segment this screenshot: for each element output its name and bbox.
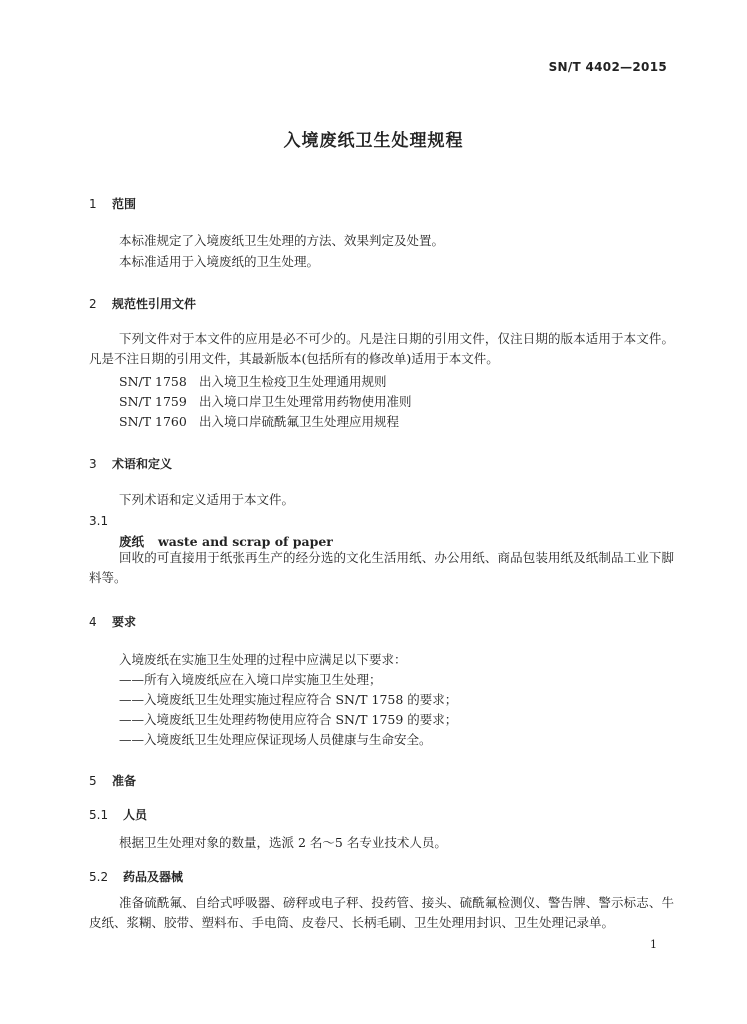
section-number: 1 <box>89 197 97 211</box>
references-paragraph: 下列文件对于本文件的应用是必不可少的。凡是注日期的引用文件，仅注日期的版本适用于本文件。凡是不注日期的引用文件，其最新版本(包括所有的修改单)适用于本文件。 <box>89 331 674 366</box>
section-number: 3 <box>89 457 97 471</box>
requirements-intro: 入境废纸在实施卫生处理的过程中应满足以下要求： <box>119 652 407 667</box>
section-title: 人员 <box>123 808 148 822</box>
section-title: 范围 <box>112 197 137 211</box>
section-5-1-heading <box>89 806 147 823</box>
scope-line-1: 本标准规定了入境废纸卫生处理的方法、效果判定及处置。 <box>119 233 445 248</box>
section-5-heading <box>89 772 136 789</box>
page-number: 1 <box>650 938 657 951</box>
section-title: 术语和定义 <box>112 457 173 471</box>
section-title: 规范性引用文件 <box>112 297 197 311</box>
term-definition: 回收的可直接用于纸张再生产的经分选的文化生活用纸、办公用纸、商品包装用纸及纸制品工业下脚料等。 <box>89 550 674 585</box>
section-3-heading <box>89 455 172 472</box>
section-number: 5.1 <box>89 808 109 822</box>
section-number: 5.2 <box>89 870 109 884</box>
document-title: 入境废纸卫生处理规程 <box>283 131 464 151</box>
section-4-heading <box>89 613 136 630</box>
section-title: 药品及器械 <box>123 870 184 884</box>
requirement-item: ——所有入境废纸应在入境口岸实施卫生处理； <box>119 672 382 687</box>
reference-item <box>119 392 412 412</box>
reference-title: 出入境口岸硫酰氟卫生处理应用规程 <box>199 414 400 429</box>
reference-item <box>119 412 399 432</box>
reference-code: SN/T 1758 <box>119 374 187 389</box>
reference-code: SN/T 1760 <box>119 414 187 429</box>
section-title: 要求 <box>112 615 137 629</box>
requirement-item: ——入境废纸卫生处理实施过程应符合 SN/T 1758 的要求； <box>119 692 458 707</box>
scope-line-2: 本标准适用于入境废纸的卫生处理。 <box>119 254 320 269</box>
requirement-item: ——入境废纸卫生处理药物使用应符合 SN/T 1759 的要求； <box>119 712 458 727</box>
section-number: 5 <box>89 774 97 788</box>
term-chinese: 废纸 <box>119 534 145 549</box>
standard-code: SN/T 4402—2015 <box>548 60 667 74</box>
requirement-item: ——入境废纸卫生处理应保证现场人员健康与生命安全。 <box>119 732 432 747</box>
reference-item <box>119 372 387 392</box>
reference-code: SN/T 1759 <box>119 394 187 409</box>
reference-title: 出入境口岸卫生处理常用药物使用准则 <box>199 394 412 409</box>
terms-intro: 下列术语和定义适用于本文件。 <box>119 492 295 507</box>
term-number: 3.1 <box>89 514 109 528</box>
section-1-heading <box>89 195 136 212</box>
section-number: 4 <box>89 615 97 629</box>
section-2-heading <box>89 295 196 312</box>
term-english: waste and scrap of paper <box>158 534 333 549</box>
section-5-2-heading <box>89 868 183 885</box>
reference-title: 出入境卫生检疫卫生处理通用规则 <box>199 374 387 389</box>
personnel-paragraph: 根据卫生处理对象的数量，选派 2 名～5 名专业技术人员。 <box>119 835 447 850</box>
section-title: 准备 <box>112 774 137 788</box>
section-number: 2 <box>89 297 97 311</box>
equipment-paragraph: 准备硫酰氟、自给式呼吸器、磅秤或电子秤、投药管、接头、硫酰氟检测仪、警告牌、警示标志、牛皮纸、浆糊、胶带、塑料布、手电筒、皮卷尺、长柄毛刷、卫生处理用封识、卫生处理记录单。 <box>89 895 674 930</box>
